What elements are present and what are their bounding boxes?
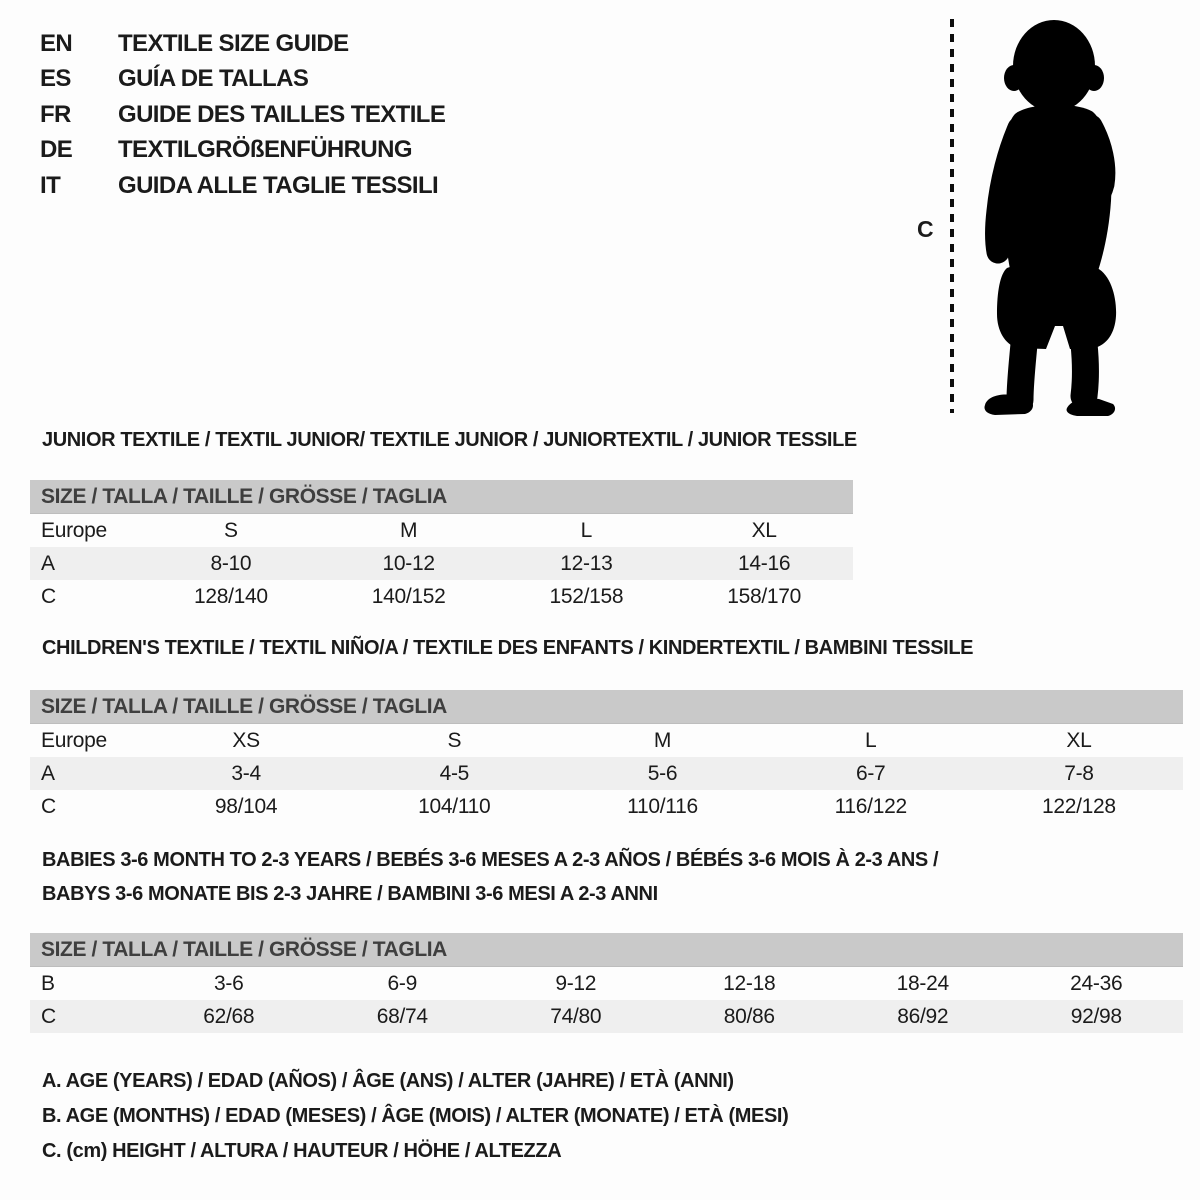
section-title-junior: JUNIOR TEXTILE / TEXTIL JUNIOR/ TEXTILE JUNIOR / JUNIORTEXTIL / JUNIOR TESSILE — [42, 429, 857, 451]
size-cell: XL — [1066, 728, 1092, 752]
row-label: C — [41, 584, 56, 608]
row-label: Europe — [41, 728, 107, 752]
row-label: A — [41, 551, 55, 575]
size-cell: S — [224, 518, 238, 542]
months-cell: 12-18 — [723, 971, 776, 995]
row-label: B — [41, 971, 55, 995]
children-size-table — [30, 690, 1183, 823]
language-code: DE — [40, 136, 73, 164]
age-cell: 4-5 — [439, 761, 470, 785]
months-cell: 18-24 — [896, 971, 949, 995]
size-cell: XS — [232, 728, 260, 752]
babies-title-line-2: BABYS 3-6 MONATE BIS 2-3 JAHRE / BAMBINI 3-6 MESI A 2-3 ANNI — [42, 883, 658, 905]
language-row-es — [40, 62, 445, 98]
table-row-height — [30, 790, 1183, 823]
section-title-children: CHILDREN'S TEXTILE / TEXTIL NIÑO/A / TEXTILE DES ENFANTS / KINDERTEXTIL / BAMBINI TESSILE — [42, 637, 974, 659]
size-table-header: SIZE / TALLA / TAILLE / GRÖSSE / TAGLIA — [30, 690, 1183, 724]
age-cell: 14-16 — [738, 551, 791, 575]
height-cell: 80/86 — [723, 1004, 775, 1028]
junior-size-table — [30, 480, 853, 613]
table-row-europe — [30, 514, 853, 547]
age-cell: 5-6 — [647, 761, 678, 785]
legend-line-c: C. (cm) HEIGHT / ALTURA / HAUTEUR / HÖHE / ALTEZZA — [42, 1140, 562, 1162]
age-cell: 10-12 — [382, 551, 435, 575]
language-row-it — [40, 168, 445, 204]
babies-size-table — [30, 933, 1183, 1033]
size-cell: M — [400, 518, 418, 542]
months-cell: 6-9 — [387, 971, 417, 995]
language-code: ES — [40, 65, 71, 93]
table-row-height — [30, 580, 853, 613]
table-row-height — [30, 1000, 1183, 1033]
height-measure-figure — [905, 14, 1153, 420]
height-measure-dashed-line — [950, 19, 954, 413]
guide-title-de: TEXTILGRÖßENFÜHRUNG — [118, 136, 412, 164]
size-cell: L — [580, 518, 593, 542]
height-cell: 122/128 — [1042, 794, 1116, 818]
height-cell: 116/122 — [834, 794, 907, 818]
guide-title-en: TEXTILE SIZE GUIDE — [118, 29, 349, 57]
section-babies-textile — [30, 843, 1183, 1033]
size-cell: XL — [751, 518, 777, 542]
months-cell: 24-36 — [1070, 971, 1123, 995]
height-cell: 68/74 — [376, 1004, 428, 1028]
table-row-age — [30, 757, 1183, 790]
age-cell: 6-7 — [855, 761, 886, 785]
guide-title-es: GUÍA DE TALLAS — [118, 65, 309, 93]
age-cell: 8-10 — [210, 551, 252, 575]
babies-title-line-1: BABIES 3-6 MONTH TO 2-3 YEARS / BEBÉS 3-6 MESES A 2-3 AÑOS / BÉBÉS 3-6 MOIS À 2-3 ANS / — [42, 849, 939, 871]
height-cell: 74/80 — [550, 1004, 602, 1028]
table-row-europe — [30, 724, 1183, 757]
legend-line-b: B. AGE (MONTHS) / EDAD (MESES) / ÂGE (MOIS) / ALTER (MONATE) / ETÀ (MESI) — [42, 1105, 789, 1127]
language-title-list — [40, 26, 445, 204]
section-junior-textile — [30, 428, 857, 613]
table-row-age — [30, 547, 853, 580]
legend-line-a: A. AGE (YEARS) / EDAD (AÑOS) / ÂGE (ANS) / ALTER (JAHRE) / ETÀ (ANNI) — [42, 1070, 734, 1092]
guide-title-it: GUIDA ALLE TAGLIE TESSILI — [118, 171, 439, 199]
language-code: IT — [40, 171, 61, 199]
height-cell: 158/170 — [727, 584, 802, 608]
toddler-silhouette-icon — [967, 16, 1139, 416]
height-cell: 92/98 — [1070, 1004, 1122, 1028]
height-cell: 152/158 — [549, 584, 624, 608]
language-code: FR — [40, 100, 71, 128]
height-cell: 128/140 — [193, 584, 268, 608]
height-cell: 140/152 — [371, 584, 446, 608]
language-row-fr — [40, 97, 445, 133]
months-cell: 3-6 — [214, 971, 244, 995]
height-cell: 104/110 — [418, 794, 491, 818]
language-row-de — [40, 133, 445, 169]
height-cell: 98/104 — [214, 794, 278, 818]
height-cell: 86/92 — [897, 1004, 949, 1028]
measure-legend — [42, 1064, 788, 1169]
row-label: Europe — [41, 518, 107, 542]
language-row-en — [40, 26, 445, 62]
size-cell: S — [447, 728, 462, 752]
size-table-header: SIZE / TALLA / TAILLE / GRÖSSE / TAGLIA — [30, 480, 853, 514]
table-row-months — [30, 967, 1183, 1000]
age-cell: 7-8 — [1064, 761, 1094, 785]
height-cell: 62/68 — [203, 1004, 255, 1028]
months-cell: 9-12 — [555, 971, 597, 995]
size-table-header: SIZE / TALLA / TAILLE / GRÖSSE / TAGLIA — [30, 933, 1183, 967]
guide-title-fr: GUIDE DES TAILLES TEXTILE — [118, 100, 446, 128]
size-cell: M — [653, 728, 672, 752]
size-cell: L — [865, 728, 877, 752]
height-cell: 110/116 — [627, 794, 698, 818]
language-code: EN — [40, 29, 73, 57]
age-cell: 12-13 — [560, 551, 613, 575]
age-cell: 3-4 — [231, 761, 261, 785]
section-children-textile — [30, 636, 1183, 823]
measure-label-c: C — [917, 216, 934, 242]
section-title-babies — [30, 843, 1183, 911]
row-label: A — [41, 761, 55, 785]
row-label: C — [41, 794, 56, 818]
row-label: C — [41, 1004, 56, 1028]
